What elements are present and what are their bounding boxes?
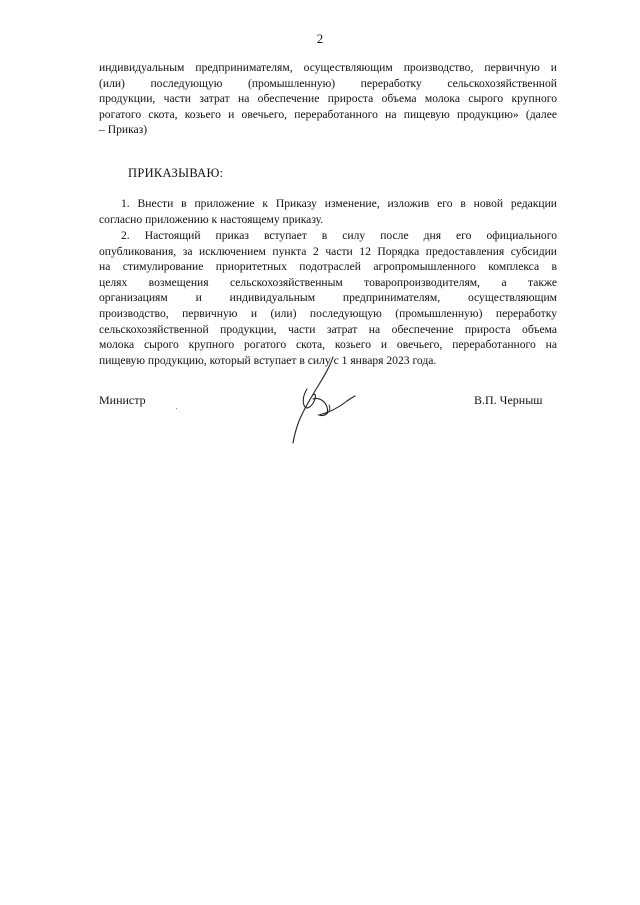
item-2-line: организациям и индивидуальным предпринимателям, осуществляющим [99, 291, 557, 305]
item-2-line: на стимулирование приоритетных подотраслей агропромышленного комплекса в [99, 260, 557, 274]
command-heading: ПРИКАЗЫВАЮ: [128, 166, 224, 180]
intro-line: продукции, части затрат на обеспечение прироста объема молока сырого крупного [99, 92, 557, 106]
item-2-line: молока сырого крупного рогатого скота, козьего и овечьего, переработанного на [99, 338, 557, 352]
scan-speck [176, 408, 177, 409]
item-1-line: согласно приложению к настоящему приказу. [99, 212, 324, 226]
order-item-2 [99, 228, 557, 368]
order-item-1 [99, 196, 557, 227]
intro-paragraph [99, 60, 557, 138]
item-2-line: производство, первичную и (или) последующую (промышленную) переработку [99, 306, 557, 320]
item-2-line: сельскохозяйственной продукции, части затрат на обеспечение прироста объема [99, 322, 557, 336]
signer-title: Министр [99, 393, 146, 407]
item-2-line: пищевую продукцию, который вступает в силу с 1 января 2023 года. [99, 353, 437, 367]
signer-name: В.П. Черныш [474, 393, 543, 407]
page-number: 2 [316, 31, 324, 46]
item-1-line: 1. Внести в приложение к Приказу изменение, изложив его в новой редакции [121, 197, 557, 210]
intro-line: – Приказ) [99, 123, 148, 137]
intro-line: индивидуальным предпринимателям, осуществляющим производство, первичную и [99, 61, 557, 74]
handwritten-signature [285, 355, 365, 445]
intro-line: (или) последующую (промышленную) переработку сельскохозяйственной [99, 76, 557, 90]
item-2-line: целях возмещения сельскохозяйственным товаропроизводителям, а также [99, 275, 557, 289]
item-2-line: опубликования, за исключением пункта 2 части 12 Порядка предоставления субсидии [99, 244, 557, 258]
intro-line: рогатого скота, козьего и овечьего, переработанного на пищевую продукцию» (далее [99, 107, 557, 121]
signature-block [0, 393, 640, 473]
item-2-line: 2. Настоящий приказ вступает в силу после дня его официального [121, 229, 557, 242]
